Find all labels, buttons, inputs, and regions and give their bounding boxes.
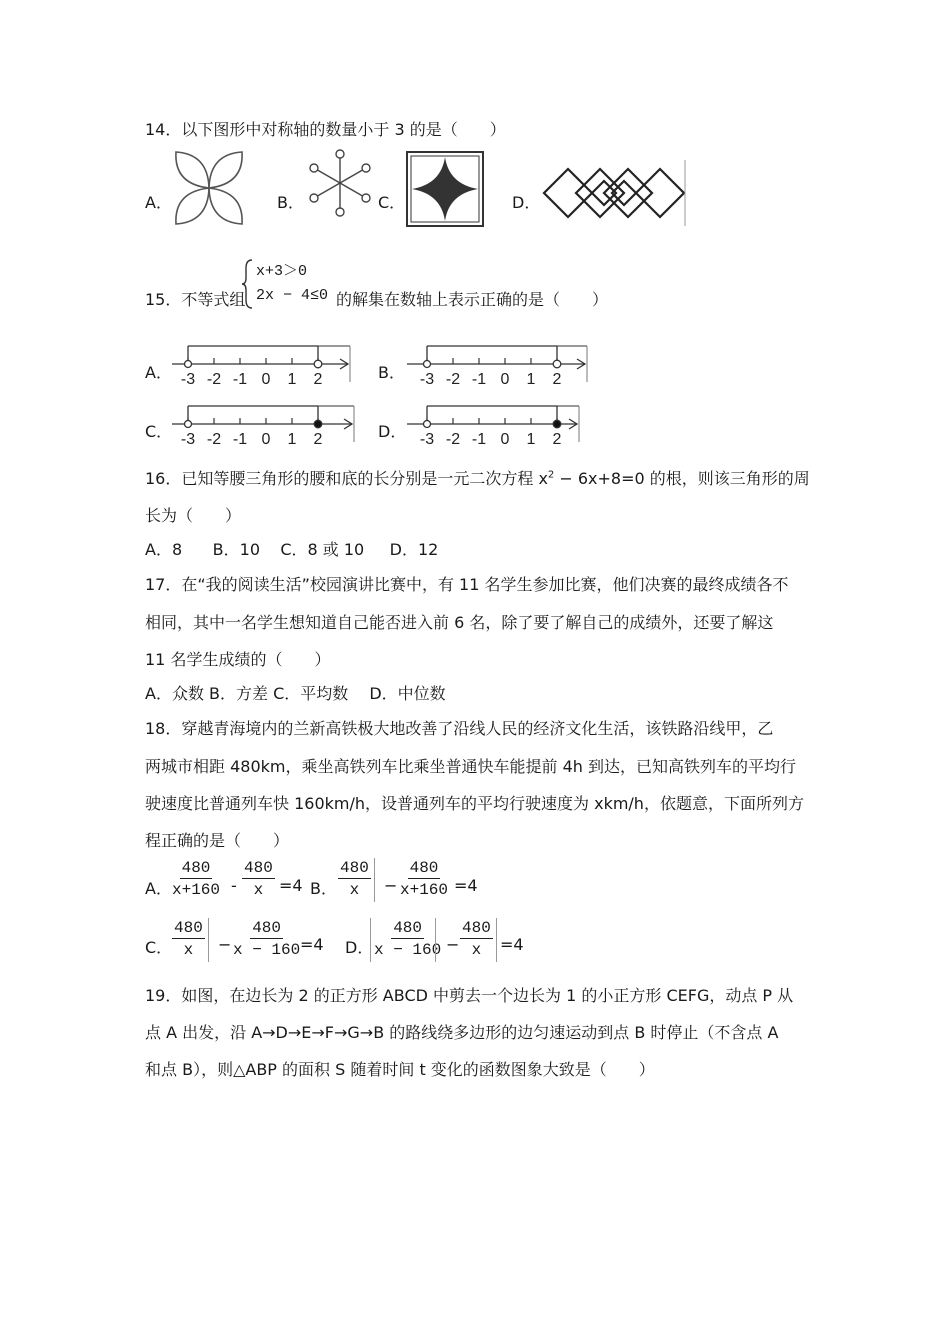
q17-line-2: 相同，其中一名学生想知道自己能否进入前 6 名，除了要了解自己的成绩外，还要了解这 (145, 613, 774, 632)
q18-d-f2-numerator: 480 (462, 919, 491, 937)
q16-option-b: B．10 (212, 540, 260, 559)
q18-option-b-label: B． (310, 879, 337, 898)
q18-line-4: 程正确的是（ ） (145, 831, 290, 850)
q16-option-c: C．8 或 10 (280, 540, 365, 559)
tick-label: 0 (261, 371, 271, 388)
tick-label: -2 (445, 371, 461, 388)
tick-label: 2 (552, 371, 562, 388)
system-inequality-1: x+3＞0 (256, 263, 308, 280)
number-line-c (170, 402, 356, 446)
tick-label: -1 (471, 431, 487, 448)
q18-b-fraction-1 (338, 858, 371, 901)
four-petal-flower-figure (170, 150, 248, 226)
tick-label: -2 (206, 431, 222, 448)
left-endpoint-open (424, 421, 431, 428)
left-endpoint-open (185, 361, 192, 368)
q18-d-fraction-1 (372, 918, 443, 961)
q18-d-fraction-2 (460, 918, 493, 961)
tick-label: -2 (445, 431, 461, 448)
tick-label: 2 (552, 431, 562, 448)
q18-option-a-label: A． (145, 879, 172, 898)
q18-a-f2-numerator: 480 (244, 859, 273, 877)
q14-stem: 14．以下图形中对称轴的数量小于 3 的是（ ） (145, 120, 506, 139)
q18-b-f1-denominator: x (349, 881, 360, 899)
q18-d-f2-denominator: x (471, 941, 482, 959)
q15-stem-prefix: 15．不等式组 (145, 290, 246, 309)
q18-d-f1-numerator: 480 (393, 919, 423, 937)
q18-c-fraction-2 (231, 918, 302, 961)
q18-c-fraction-1 (172, 918, 205, 961)
q15-option-b-label: B． (378, 363, 405, 382)
tick-label: 2 (313, 431, 323, 448)
q18-c-rhs: =4 (300, 935, 324, 954)
q18-d-divider (435, 918, 436, 962)
q16-line-1b: − 6x+8=0 的根，则该三角形的周 (554, 469, 810, 488)
tick-label: 1 (287, 371, 297, 388)
q18-c-f2-numerator: 480 (252, 919, 282, 937)
q15-option-c-label: C． (145, 422, 173, 441)
q18-a-fraction-2 (242, 858, 275, 901)
q16-option-d: D．12 (389, 540, 439, 559)
q16-options (145, 537, 438, 560)
tick-label: 1 (287, 431, 297, 448)
q18-d-right-bar (496, 918, 497, 962)
q18-d-rhs: =4 (500, 935, 524, 954)
q18-a-operator: - (231, 876, 237, 895)
interlocked-diamonds-figure (540, 158, 688, 228)
q19-line-3: 和点 B），则△ABP 的面积 S 随着时间 t 变化的函数图象大致是（ ） (145, 1060, 655, 1079)
q14-option-d-label: D． (512, 193, 541, 212)
q16-line-1a: 16．已知等腰三角形的腰和底的长分别是一元二次方程 x (145, 469, 548, 488)
q18-d-left-bar (370, 918, 371, 962)
q18-b-f1-numerator: 480 (340, 859, 369, 877)
number-line-d (405, 402, 581, 446)
left-endpoint-open (424, 361, 431, 368)
q18-c-f1-numerator: 480 (174, 919, 203, 937)
q18-line-3: 驶速度比普通列车快 160km/h，设普通列车的平均行驶速度为 xkm/h，依题意，下面所列方 (145, 794, 804, 813)
square-with-concave-star-figure (405, 150, 485, 228)
q16-option-a: A．8 (145, 540, 183, 559)
tick-label: -1 (471, 371, 487, 388)
q18-d-operator: − (446, 935, 460, 954)
q18-a-f2-denominator: x (253, 881, 264, 899)
q18-b-f2-numerator: 480 (409, 859, 439, 877)
right-endpoint-open (314, 360, 322, 368)
q15-option-d-label: D． (378, 422, 407, 441)
q15-stem-suffix: 的解集在数轴上表示正确的是（ ） (336, 290, 609, 309)
tick-label: 0 (500, 431, 510, 448)
tick-label: 1 (526, 431, 536, 448)
tick-label: 0 (261, 431, 271, 448)
system-inequality-2: 2x − 4≤0 (256, 287, 329, 304)
q16-line-1 (145, 466, 810, 489)
q18-option-d-label: D． (345, 938, 374, 957)
q19-line-2: 点 A 出发，沿 A→D→E→F→G→B 的路线绕多边形的边匀速运动到点 B 时停止（不含点 A (145, 1023, 779, 1042)
q17-line-1: 17．在“我的阅读生活”校园演讲比赛中，有 11 名学生参加比赛，他们决赛的最终成绩各不 (145, 575, 789, 594)
q18-b-divider (374, 858, 375, 902)
tick-label: -1 (232, 431, 248, 448)
q15-option-a-label: A． (145, 363, 172, 382)
tick-label: 2 (313, 371, 323, 388)
q14-option-a-label: A． (145, 193, 172, 212)
q18-b-f2-denominator: x+160 (400, 881, 449, 899)
tick-label: -3 (419, 371, 435, 388)
number-line-b (405, 342, 589, 386)
tick-label: 1 (526, 371, 536, 388)
q18-c-f2-denominator: x − 160 (233, 941, 301, 959)
left-endpoint-open (185, 421, 192, 428)
q18-line-2: 两城市相距 480km，乘坐高铁列车比乘坐普通快车能提前 4h 到达，已知高铁列车的平均行 (145, 757, 796, 776)
six-spoke-star-figure (300, 148, 380, 218)
q18-b-rhs: =4 (454, 876, 478, 895)
q18-a-fraction-1 (170, 858, 222, 901)
right-endpoint-open (553, 360, 561, 368)
tick-label: -3 (180, 371, 196, 388)
q18-a-f1-numerator: 480 (181, 859, 211, 877)
q18-option-c-label: C． (145, 938, 173, 957)
q18-b-operator: − (384, 876, 398, 895)
tick-label: -1 (232, 371, 248, 388)
system-brace (242, 258, 254, 310)
q17-options: A．众数 B．方差 C．平均数 D．中位数 (145, 684, 446, 703)
right-endpoint-closed (553, 420, 561, 428)
tick-label: -2 (206, 371, 222, 388)
q16-line-2: 长为（ ） (145, 506, 242, 525)
tick-label: -3 (419, 431, 435, 448)
q18-c-divider (208, 918, 209, 962)
q17-line-3: 11 名学生成绩的（ ） (145, 650, 331, 669)
q18-b-fraction-2 (398, 858, 450, 901)
q18-a-f1-denominator: x+160 (172, 881, 221, 899)
q19-line-1: 19．如图，在边长为 2 的正方形 ABCD 中剪去一个边长为 1 的小正方形 CEFG，动点 P 从 (145, 986, 794, 1005)
q18-d-f1-denominator: x − 160 (374, 941, 442, 959)
q16-exponent: 2 (547, 469, 555, 481)
q18-c-f1-denominator: x (183, 941, 194, 959)
q18-line-1: 18．穿越青海境内的兰新高铁极大地改善了沿线人民的经济文化生活，该铁路沿线甲，乙 (145, 719, 774, 738)
number-line-a (170, 342, 352, 386)
tick-label: 0 (500, 371, 510, 388)
tick-label: -3 (180, 431, 196, 448)
q14-option-b-label: B． (277, 193, 304, 212)
right-endpoint-closed (314, 420, 322, 428)
q14-option-c-label: C． (378, 193, 406, 212)
q18-a-rhs: =4 (279, 876, 303, 895)
q18-c-operator: − (218, 935, 232, 954)
